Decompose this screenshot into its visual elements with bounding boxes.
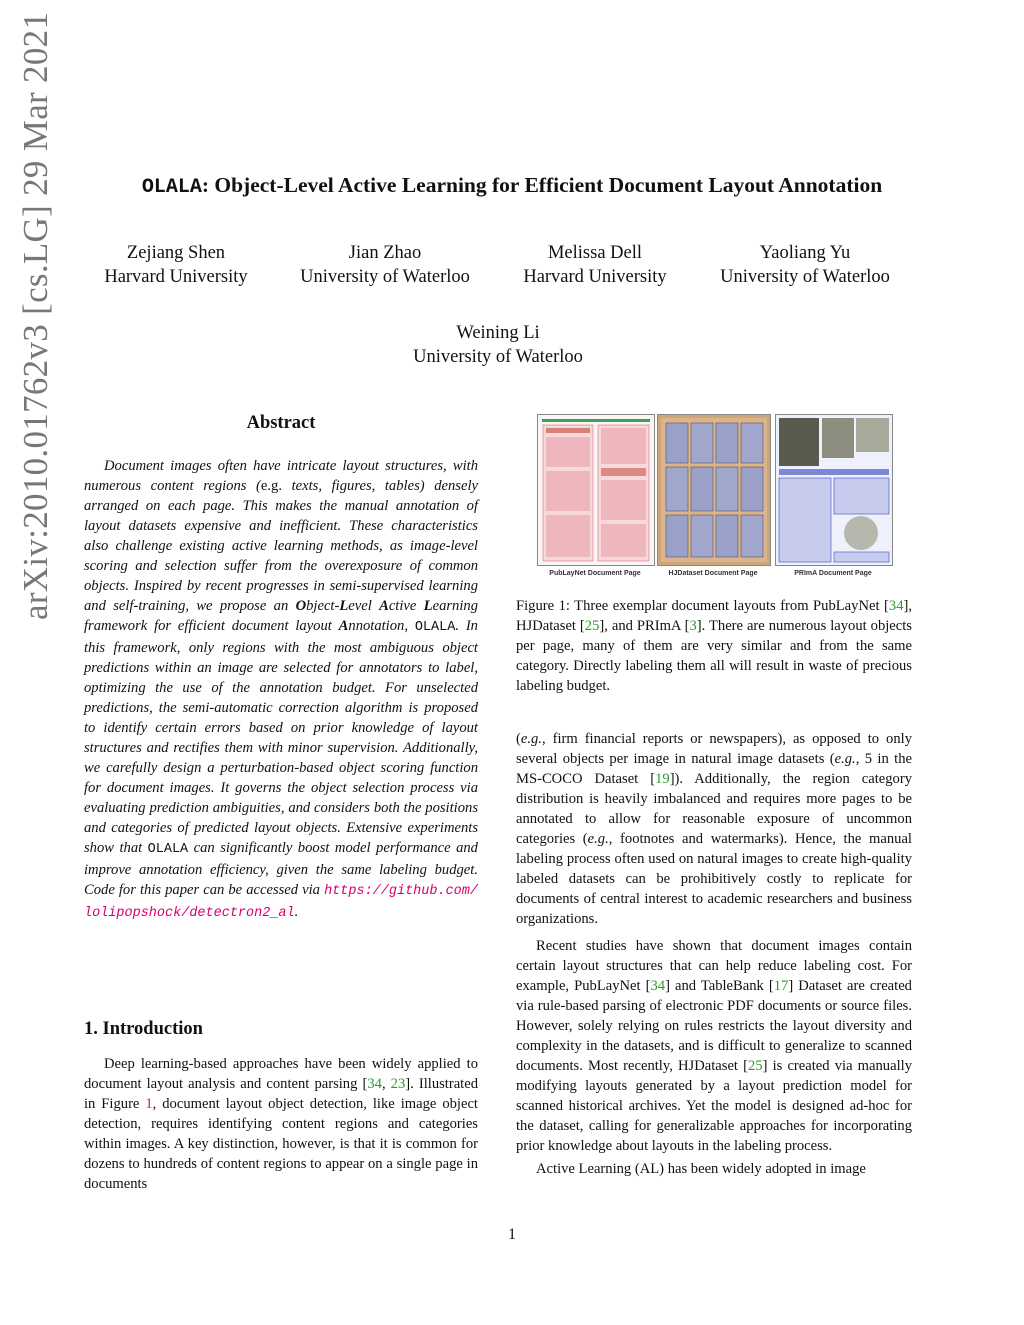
- section-heading: 1. Introduction: [84, 1019, 203, 1039]
- author-block: [270, 241, 500, 289]
- citation-link[interactable]: 17: [773, 978, 789, 994]
- citation-link[interactable]: 19: [655, 771, 670, 787]
- code-link[interactable]: https://github.com/lolipopshock/detectron2_al: [84, 884, 478, 921]
- hjdataset-layout-graphic: [658, 415, 770, 565]
- arxiv-stamp: [16, 12, 56, 620]
- author-affiliation: University of Waterloo: [413, 347, 583, 367]
- author-name: Weining Li: [456, 323, 540, 343]
- figure-subcaption: HJDataset Document Page: [668, 570, 758, 577]
- author-affiliation: University of Waterloo: [720, 267, 890, 287]
- figure-caption: Figure 1: Three exemplar document layouts from PubLayNet [34], HJDataset [25], and PRImA [3]. There are numerous layout objects per page, many of them are very similar and from the same category. Directly labeling them all will result in waste of precious labeling budget.: [516, 598, 912, 694]
- author-name: Jian Zhao: [348, 243, 422, 263]
- author-block: [383, 321, 613, 369]
- author-block: [690, 241, 920, 289]
- figure-1: [533, 412, 893, 584]
- publaynet-page-image: [537, 414, 655, 566]
- author-affiliation: Harvard University: [104, 267, 248, 287]
- figure-subcaption: PubLayNet Document Page: [549, 570, 641, 577]
- author-name: Zejiang Shen: [126, 243, 226, 263]
- citation-link[interactable]: 34: [888, 598, 904, 614]
- author-affiliation: University of Waterloo: [300, 267, 470, 287]
- author-block: [480, 241, 710, 289]
- title-olala: OLALA: [141, 176, 202, 199]
- prima-page-image: [775, 414, 893, 566]
- prima-layout-graphic: [776, 415, 892, 565]
- author-name: Yaoliang Yu: [759, 243, 851, 263]
- arxiv-id: arXiv:2010.01762v3 [cs.LG] 29 Mar 2021: [16, 11, 55, 620]
- figure-subcaption: PRImA Document Page: [794, 570, 872, 577]
- citation-link[interactable]: 34: [650, 978, 666, 994]
- author-block: [61, 241, 291, 289]
- hjdataset-page-image: [657, 414, 771, 566]
- paper-title: [0, 173, 1024, 199]
- citation-link[interactable]: 3: [689, 618, 697, 634]
- title-rest: : Object-Level Active Learning for Efficient Document Layout Annotation: [201, 173, 883, 197]
- figure-ref-link[interactable]: 1: [145, 1096, 153, 1112]
- abstract-body: Document images often have intricate layout structures, with numerous content regions (e.g. texts, figures, tables) densely arranged on each page. This makes the manual annotation of layout datasets expensive and inefficient. These characteristics also challenge existing active learning methods, as image-level scoring and selection suffer from the overexposure of common objects. Inspired by recent progresses in semi-supervised learning and self-training, we propose an Object-Level Active Learning framework for efficient document layout Annotation, OLALA. In this framework, only regions with the most ambiguous object predictions within an image are selected for annotators to label, optimizing the use of the annotation budget. For unselected predictions, the semi-automatic correction algorithm is proposed to identify certain errors based on prior knowledge of layout structures and rectifies them with minor supervision. Additionally, we carefully design a perturbation-based object scoring function for document images. It governs the object selection process via evaluating prediction ambiguities, and considers both the positions and categories of predicted layout objects. Extensive experiments show that OLALA can significantly boost model performance and improve annotation efficiency, given the same labeling budget. Code for this paper can be accessed via https://github.com/lolipopshock/detectron2_al.: [84, 458, 478, 921]
- right-column-body: [516, 729, 912, 1179]
- page-number: 1: [508, 1226, 516, 1243]
- body-paragraph: Recent studies have shown that document images contain certain layout structures that can help reduce labeling cost. For example, PubLayNet [34] and TableBank [17] Dataset are created via rule-based parsing of electronic PDF documents or source files. However, solely relying on rules restricts the layout diversity and complexity in the datasets, and is difficult to generalize to scanned documents. Most recently, HJDataset [25] is created via manually modifying layouts generated by a layout prediction model for scanned historical archives. Yet the model is designed ad-hoc for the dataset, calling for generalizable approaches for incorporating prior knowledge about layouts in the labeling process.: [516, 938, 912, 1154]
- author-name: Melissa Dell: [547, 243, 643, 263]
- body-paragraph: (e.g., firm financial reports or newspapers), as opposed to only several objects per image in natural image datasets (e.g., 5 in the MS-COCO Dataset [19]). Additionally, the region category distribution is heavily imbalanced and requires more pages to be annotated to allow for reasonable exposure of uncommon categories (e.g., footnotes and watermarks). Hence, the manual labeling process often used on natural images to create high-quality labeled datasets can be prohibitively costly to replicate for documents of central interest to academic researchers and business organizations.: [516, 731, 913, 927]
- citation-link[interactable]: 34: [367, 1076, 382, 1092]
- publaynet-layout-graphic: [538, 415, 654, 565]
- body-paragraph: Active Learning (AL) has been widely adopted in image: [536, 1161, 866, 1177]
- citation-link[interactable]: 23: [390, 1076, 406, 1092]
- intro-paragraph: Deep learning-based approaches have been widely applied to document layout analysis and content parsing [34, 23]. Illustrated in Figure 1, document layout object detection, like image object detection, requires identifying content regions and categories within images. A key distinction, however, is that it is common for dozens to hundreds of content regions to appear on a single page in documents: [84, 1056, 479, 1192]
- citation-link[interactable]: 25: [584, 618, 600, 634]
- abstract-heading: Abstract: [246, 413, 316, 433]
- citation-link[interactable]: 25: [747, 1058, 763, 1074]
- author-affiliation: Harvard University: [523, 267, 667, 287]
